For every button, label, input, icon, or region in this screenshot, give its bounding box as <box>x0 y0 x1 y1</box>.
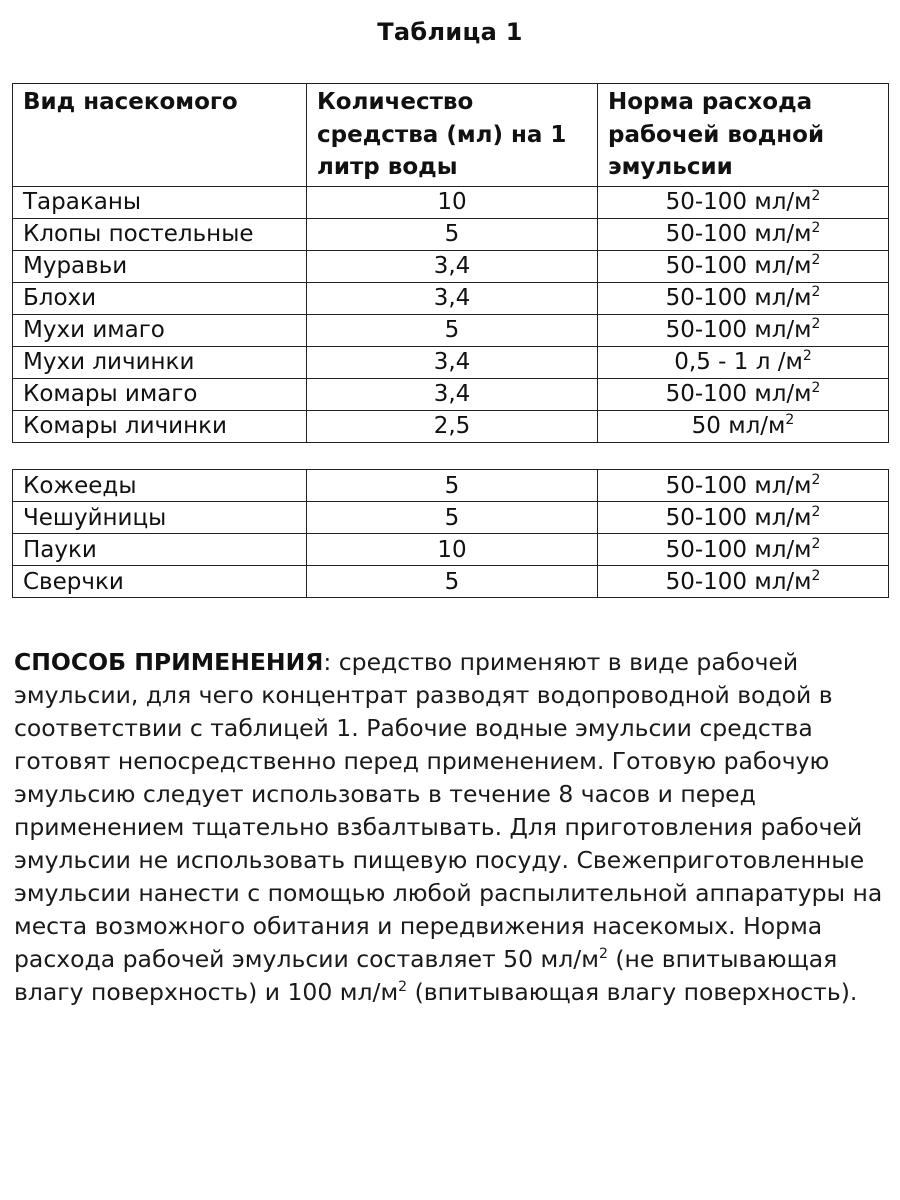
rate-value: 50-100 мл/м <box>665 189 812 215</box>
insect-name-cell: Комары имаго <box>13 378 307 410</box>
table-row <box>13 282 889 314</box>
table-row <box>13 410 889 442</box>
header-consumption-rate: Норма расхода рабочей водной эмульсии <box>598 84 889 187</box>
rate-unit-superscript: 2 <box>811 252 821 268</box>
rate-unit-superscript: 2 <box>811 380 821 396</box>
rate-unit-superscript: 2 <box>811 220 821 236</box>
table-row <box>13 250 889 282</box>
amount-cell: 3,4 <box>307 282 598 314</box>
dosage-table <box>12 83 889 443</box>
table-row <box>13 534 889 566</box>
amount-cell: 5 <box>307 566 598 598</box>
usage-instructions <box>14 646 894 1009</box>
rate-unit-superscript: 2 <box>811 471 821 488</box>
usage-text-1: средство применяют в виде рабочей эмульсии, для чего концентрат разводят водопроводной водой в соответствии с таблицей 1. Рабочие водные эмульсии средства готовят непосредственно перед применением. Готовую рабочую эмульсию следует использовать в течение 8 часов и перед применением тщательно взбалтывать. Для приготовления рабочей эмульсии не использовать пищевую посуду. Свежеприготовленные эмульсии нанести с помощью любой распылительной аппаратуры на места возможного обитания и передвижения насекомых. Норма расхода рабочей эмульсии составляет 50 мл/м <box>14 647 883 973</box>
amount-cell: 5 <box>307 218 598 250</box>
insect-name-cell: Муравьи <box>13 250 307 282</box>
table-row <box>13 566 889 598</box>
insect-name-cell: Клопы постельные <box>13 218 307 250</box>
amount-cell: 3,4 <box>307 378 598 410</box>
insect-name-cell: Мухи личинки <box>13 346 307 378</box>
usage-text-3: (впитывающая влагу поверхность). <box>407 977 858 1006</box>
insect-name-cell: Кожееды <box>13 470 307 502</box>
rate-value: 50 мл/м <box>691 413 786 439</box>
rate-value: 50-100 мл/м <box>665 536 812 563</box>
rate-value: 50-100 мл/м <box>665 381 812 407</box>
table-row <box>13 470 889 502</box>
table-header-row <box>13 84 889 187</box>
table-row <box>13 314 889 346</box>
rate-unit-superscript: 2 <box>811 284 821 300</box>
insect-name-cell: Блохи <box>13 282 307 314</box>
rate-unit-superscript: 2 <box>802 348 812 364</box>
rate-value: 50-100 мл/м <box>665 253 812 279</box>
amount-cell: 2,5 <box>307 410 598 442</box>
rate-unit-superscript: 2 <box>811 535 821 552</box>
rate-value: 50-100 мл/м <box>665 285 812 311</box>
insect-name-cell: Чешуйницы <box>13 502 307 534</box>
usage-text-2: (не впитывающая влагу поверхность) и 100 мл/м <box>14 944 838 1006</box>
rate-unit-superscript: 2 <box>811 188 821 204</box>
table-row <box>13 186 889 218</box>
amount-cell: 10 <box>307 186 598 218</box>
rate-cell <box>598 534 889 566</box>
insect-name-cell: Сверчки <box>13 566 307 598</box>
rate-unit-superscript: 2 <box>785 412 795 428</box>
header-amount-per-liter: Количество средства (мл) на 1 литр воды <box>307 84 598 187</box>
amount-cell: 5 <box>307 314 598 346</box>
table-title: Таблица 1 <box>377 18 523 46</box>
rate-unit-superscript: 2 <box>811 316 821 332</box>
table-row <box>13 346 889 378</box>
rate-cell <box>598 218 889 250</box>
usage-sup-2: 2 <box>398 978 408 995</box>
rate-cell <box>598 346 889 378</box>
table-row <box>13 502 889 534</box>
rate-cell <box>598 378 889 410</box>
rate-cell <box>598 410 889 442</box>
insect-name-cell: Тараканы <box>13 186 307 218</box>
table-row <box>13 218 889 250</box>
amount-cell: 5 <box>307 502 598 534</box>
rate-value: 50-100 мл/м <box>665 568 812 595</box>
amount-cell: 10 <box>307 534 598 566</box>
rate-value: 50-100 мл/м <box>665 504 812 531</box>
rate-value: 50-100 мл/м <box>665 221 812 247</box>
rate-cell <box>598 314 889 346</box>
rate-unit-superscript: 2 <box>811 567 821 584</box>
insect-name-cell: Пауки <box>13 534 307 566</box>
usage-colon: : <box>323 647 332 676</box>
rate-cell <box>598 186 889 218</box>
table-row <box>13 378 889 410</box>
header-insect-type: Вид насекомого <box>13 84 307 187</box>
rate-cell <box>598 282 889 314</box>
rate-value: 50-100 мл/м <box>665 472 812 499</box>
rate-unit-superscript: 2 <box>811 503 821 520</box>
rate-value: 50-100 мл/м <box>665 317 812 343</box>
amount-cell: 3,4 <box>307 346 598 378</box>
amount-cell: 5 <box>307 470 598 502</box>
insect-name-cell: Мухи имаго <box>13 314 307 346</box>
rate-cell <box>598 250 889 282</box>
amount-cell: 3,4 <box>307 250 598 282</box>
rate-value: 0,5 - 1 л /м <box>674 349 803 375</box>
rate-cell <box>598 566 889 598</box>
usage-heading: СПОСОБ ПРИМЕНЕНИЯ <box>14 647 324 676</box>
rate-cell <box>598 470 889 502</box>
rate-cell <box>598 502 889 534</box>
insect-name-cell: Комары личинки <box>13 410 307 442</box>
dosage-table-continued <box>12 469 889 598</box>
usage-sup-1: 2 <box>598 945 608 962</box>
